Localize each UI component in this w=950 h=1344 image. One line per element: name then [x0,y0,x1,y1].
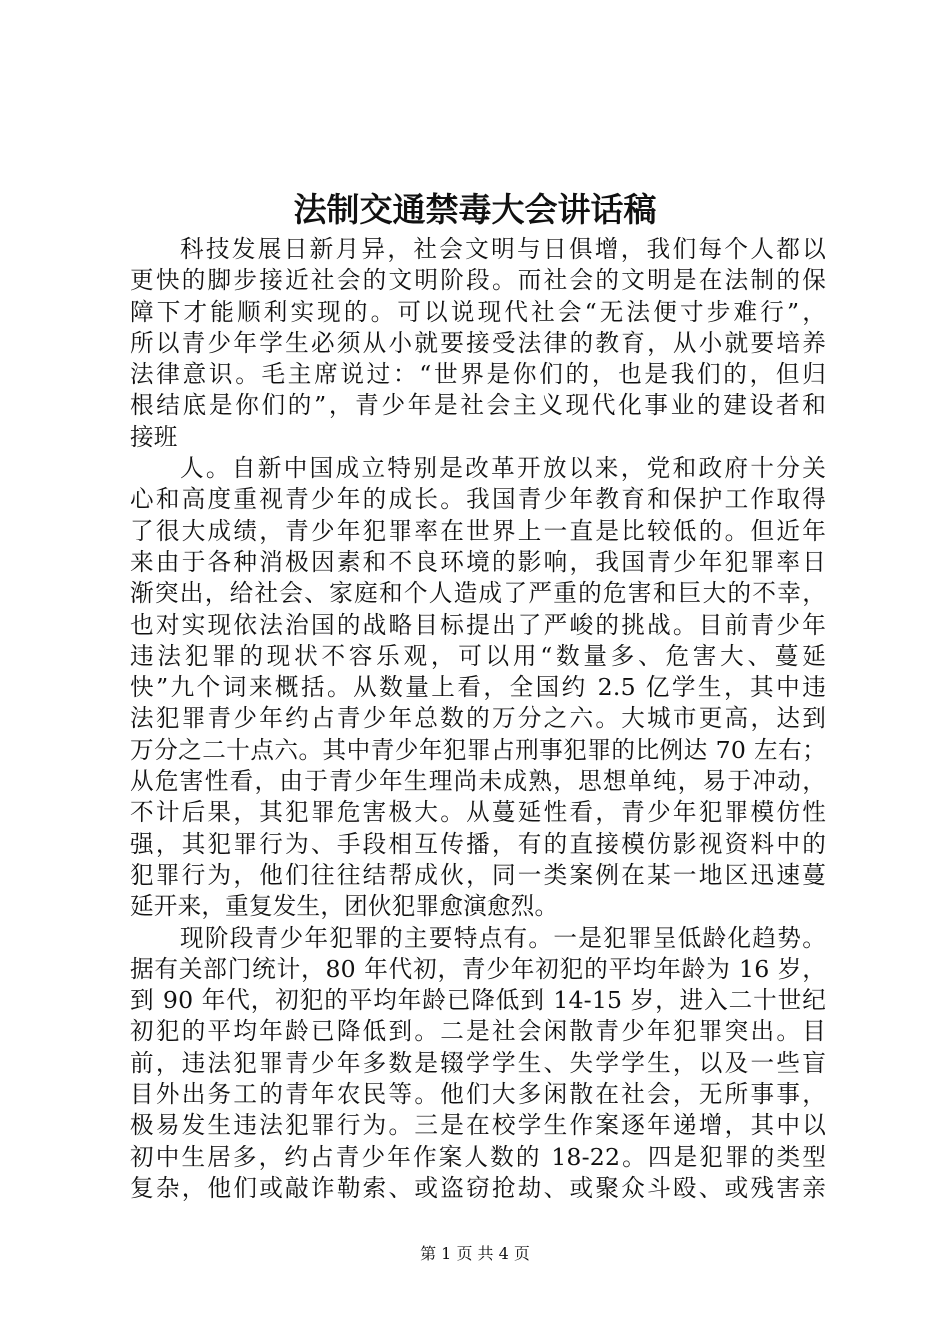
text-line: 现阶段青少年犯罪的主要特点有。一是犯罪呈低龄化趋势。 [180,923,826,952]
text-line: 犯罪行为，他们往往结帮成伙，同一类案例在某一地区迅速蔓 [130,860,826,889]
text-line: 从危害性看，由于青少年生理尚未成熟，思想单纯，易于冲动， [130,767,826,796]
text-line: 所以青少年学生必须从小就要接受法律的教育，从小就要培养 [130,328,826,357]
document-title: 法制交通禁毒大会讲话稿 [293,190,657,229]
text-line: 快”九个词来概括。从数量上看，全国约 2.5 亿学生，其中违 [130,673,826,702]
text-line: 接班 [130,422,178,451]
text-line: 心和高度重视青少年的成长。我国青少年教育和保护工作取得 [130,485,826,514]
text-line: 不计后果，其犯罪危害极大。从蔓延性看，青少年犯罪模仿性 [130,798,826,827]
text-line: 更快的脚步接近社会的文明阶段。而社会的文明是在法制的保 [130,266,826,295]
text-line: 违法犯罪的现状不容乐观，可以用“数量多、危害大、蔓延 [130,641,826,670]
text-line: 初犯的平均年龄已降低到。二是社会闲散青少年犯罪突出。目 [130,1017,826,1046]
text-line: 障下才能顺利实现的。可以说现代社会“无法便寸步难行”， [130,297,826,326]
text-line: 目外出务工的青年农民等。他们大多闲散在社会，无所事事， [130,1080,826,1109]
text-line: 法犯罪青少年约占青少年总数的万分之六。大城市更高，达到 [130,704,826,733]
text-line: 根结底是你们的”，青少年是社会主义现代化事业的建设者和 [130,391,826,420]
text-line: 到 90 年代，初犯的平均年龄已降低到 14-15 岁，进入二十世纪 [130,986,826,1015]
text-line: 来由于各种消极因素和不良环境的影响，我国青少年犯罪率日 [130,547,826,576]
text-line: 法律意识。毛主席说过：“世界是你们的，也是我们的，但归 [130,360,826,389]
text-line: 万分之二十点六。其中青少年犯罪占刑事犯罪的比例达 70 左右； [130,735,826,764]
page-footer: 第 1 页 共 4 页 [420,1244,530,1263]
text-line: 也对实现依法治国的战略目标提出了严峻的挑战。目前青少年 [130,610,826,639]
text-line: 强，其犯罪行为、手段相互传播，有的直接模仿影视资料中的 [130,829,826,858]
text-line: 极易发生违法犯罪行为。三是在校学生作案逐年递增，其中以 [130,1111,826,1140]
text-line: 复杂，他们或敲诈勒索、或盗窃抢劫、或聚众斗殴、或残害亲 [130,1173,826,1202]
text-line: 初中生居多，约占青少年作案人数的 18-22。四是犯罪的类型 [130,1142,826,1171]
text-line: 了很大成绩，青少年犯罪率在世界上一直是比较低的。但近年 [130,516,826,545]
text-line: 据有关部门统计，80 年代初，青少年初犯的平均年龄为 16 岁， [130,954,826,983]
text-line: 渐突出，给社会、家庭和个人造成了严重的危害和巨大的不幸， [130,579,826,608]
text-line: 人。自新中国成立特别是改革开放以来，党和政府十分关 [180,454,826,483]
text-line: 延开来，重复发生，团伙犯罪愈演愈烈。 [130,892,559,921]
document-body [130,234,826,1204]
text-line: 科技发展日新月异，社会文明与日俱增，我们每个人都以 [180,235,826,263]
text-line: 前，违法犯罪青少年多数是辍学学生、失学学生，以及一些盲 [130,1048,826,1077]
